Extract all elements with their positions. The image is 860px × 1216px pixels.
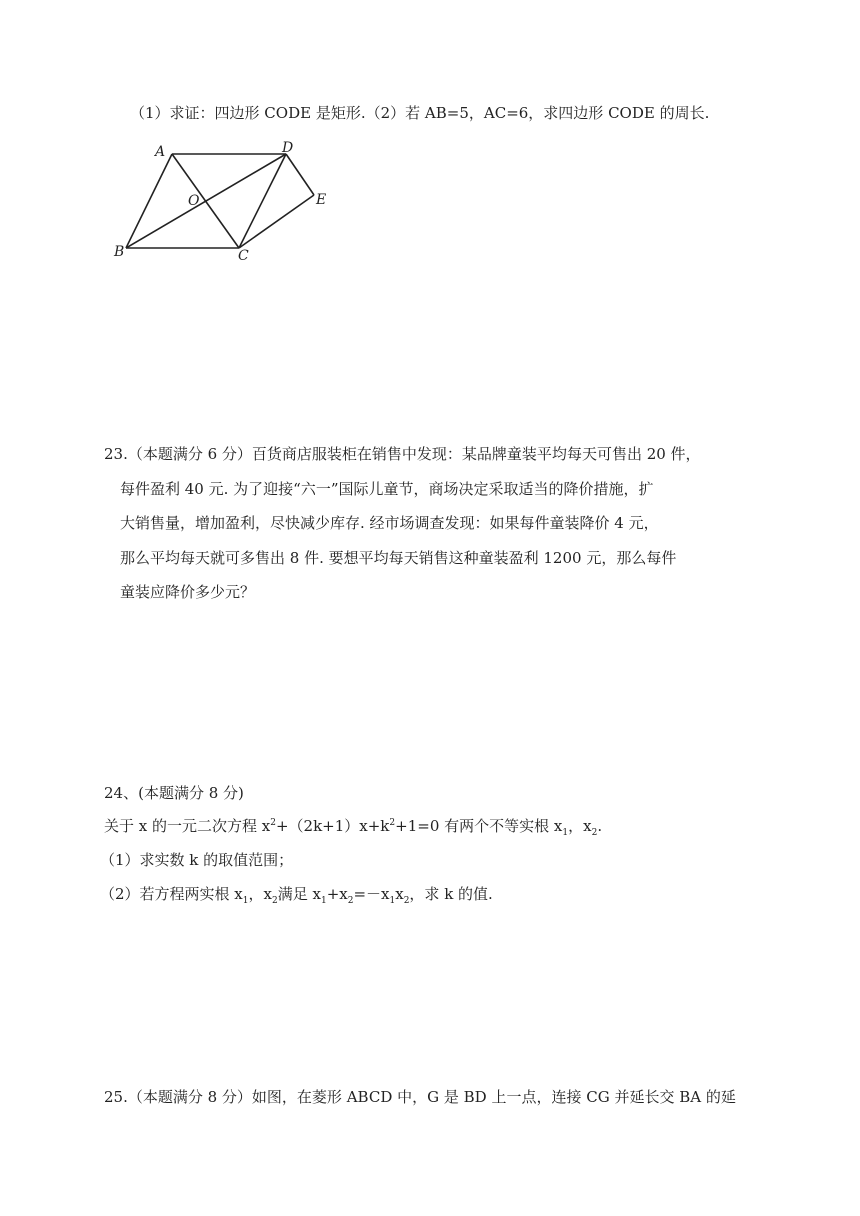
segment-ce bbox=[239, 195, 314, 248]
label-o: O bbox=[188, 193, 200, 209]
label-b: B bbox=[114, 244, 125, 260]
q22-figure bbox=[110, 140, 350, 265]
q23-line-5: 童装应降价多少元？ bbox=[120, 583, 256, 601]
q24-equation: 关于 x 的一元二次方程 $x^2+(2k+1)x+k^2+1=0$ 有两个不等实根 $x_1$，$x_2$. bbox=[104, 817, 603, 838]
q25-line-1: 25.（本题满分 8 分）如图，在菱形 ABCD 中，G 是 BD 上一点，连接 CG 并延长交 BA 的延 bbox=[104, 1088, 736, 1106]
q24-part-1: （1）求实数 k 的取值范围； bbox=[100, 851, 294, 869]
label-c: C bbox=[238, 248, 249, 264]
q23-line-1: 23.（本题满分 6 分）百货商店服装柜在销售中发现：某品牌童装平均每天可售出 20 件， bbox=[104, 445, 701, 463]
q23-line-3: 大销售量，增加盈利，尽快减少库存. 经市场调查发现：如果每件童装降价 4 元， bbox=[120, 514, 659, 532]
label-d: D bbox=[282, 140, 294, 156]
q22-prompt: （1）求证：四边形 CODE 是矩形.（2）若 AB=5，AC=6，求四边形 CODE 的周长. bbox=[130, 104, 710, 122]
label-a: A bbox=[155, 144, 166, 160]
q23-line-2: 每件盈利 40 元. 为了迎接“六一”国际儿童节，商场决定采取适当的降价措施，扩 bbox=[120, 480, 654, 498]
q24-part-2: （2）若方程两实根 $x_1$，$x_2$满足 $x_1+x_2=-x_1x_2$，求 k 的值. bbox=[100, 885, 493, 906]
segment-de bbox=[286, 154, 314, 195]
q23-line-4: 那么平均每天就可多售出 8 件. 要想平均每天销售这种童装盈利 1200 元，那么每件 bbox=[120, 549, 677, 567]
label-e: E bbox=[316, 192, 327, 208]
q24-header: 24、(本题满分 8 分) bbox=[104, 784, 244, 802]
